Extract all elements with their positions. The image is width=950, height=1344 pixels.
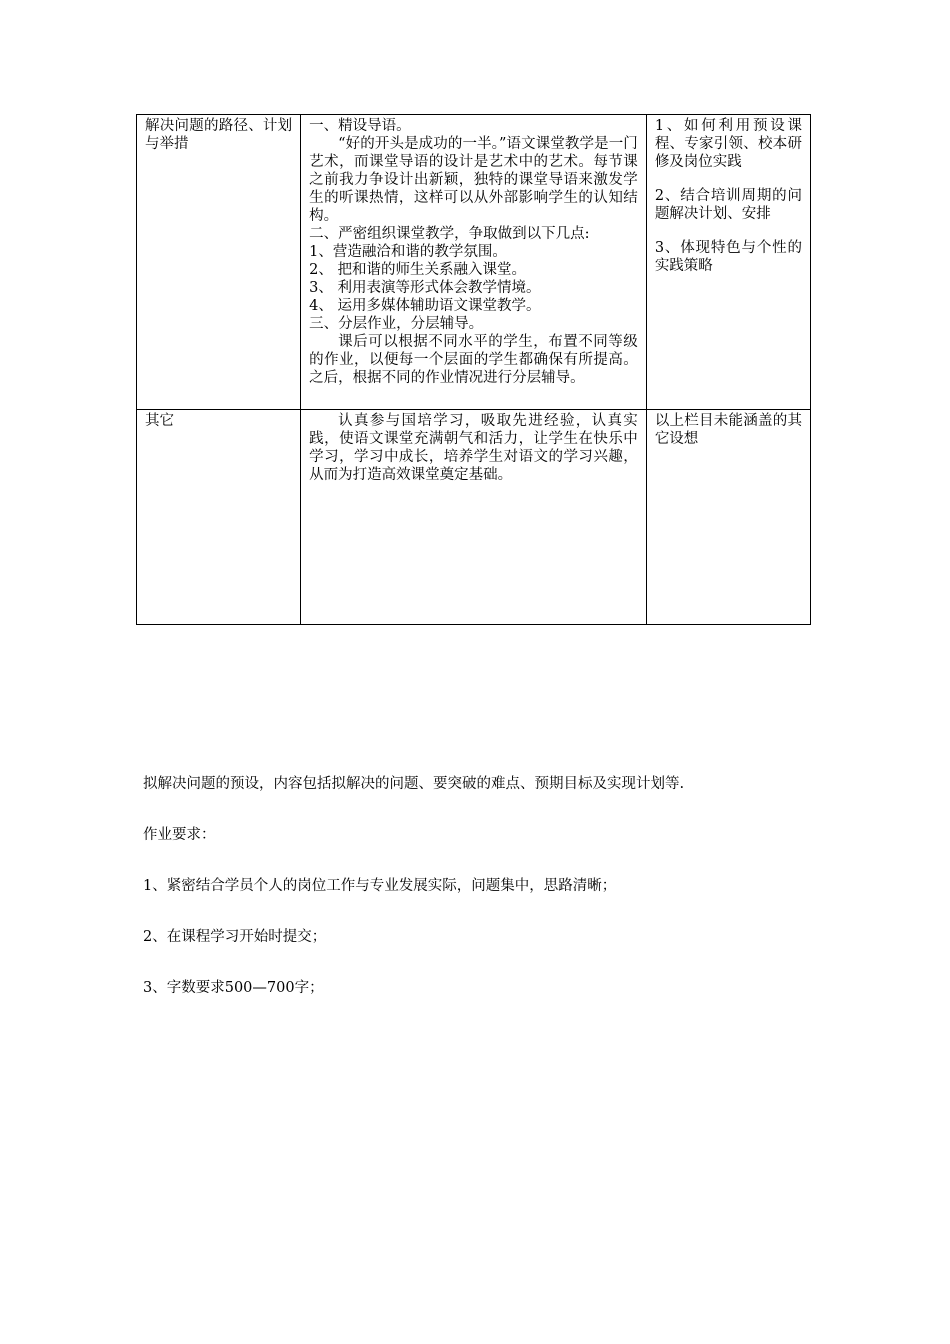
- section-heading-intro: 一、精设导语。: [309, 118, 411, 134]
- list-item: 4、 运用多媒体辅助语文课堂教学。: [309, 298, 541, 314]
- hint-item: 3、体现特色与个性的实践策略: [654, 240, 802, 274]
- hint-item: 1、如何利用预设课程、专家引领、校本研修及岗位实践: [654, 118, 802, 170]
- requirement-item: 2、在课程学习开始时提交；: [143, 929, 327, 945]
- other-hint: [646, 410, 810, 625]
- requirement-item: 3、字数要求500—700字；: [143, 980, 324, 996]
- hint-item: 以上栏目未能涵盖的其它设想: [654, 413, 802, 447]
- hint-item: 2、结合培训周期的问题解决计划、安排: [654, 188, 802, 222]
- row-label-other: 其它: [137, 410, 301, 625]
- homework-paragraph: 课后可以根据不同水平的学生，布置不同等级的作业，以便每一个层面的学生都确保有所提高。之后，根据不同的作业情况进行分层辅导。: [309, 334, 638, 386]
- list-item: 1、营造融洽和谐的教学氛围。: [309, 244, 507, 260]
- other-paragraph: 认真参与国培学习，吸取先进经验，认真实践，使语文课堂充满朝气和活力，让学生在快乐中学习，学习中成长，培养学生对语文的学习兴趣，从而为打造高效课堂奠定基础。: [309, 413, 638, 483]
- other-content: [301, 410, 647, 625]
- requirement-item: 1、紧密结合学员个人的岗位工作与专业发展实际，问题集中，思路清晰；: [143, 878, 617, 894]
- section-heading-homework: 三、分层作业，分层辅导。: [309, 316, 484, 332]
- intro-paragraph: “好的开头是成功的一半。”语文课堂教学是一门艺术，而课堂导语的设计是艺术中的艺术。每节课之前我力争设计出新颖，独特的课堂导语来激发学生的听课热情，这样可以从外部影响学生的认知结构。: [309, 136, 638, 224]
- table-row-solution-path: [137, 115, 811, 410]
- plan-table: [136, 114, 811, 625]
- section-heading-organize: 二、严密组织课堂教学，争取做到以下几点:: [309, 226, 590, 242]
- requirements-title: 作业要求：: [143, 827, 216, 843]
- assignment-notes: [143, 774, 823, 1029]
- solution-path-content: [301, 115, 647, 410]
- list-item: 3、 利用表演等形式体会教学情境。: [309, 280, 541, 296]
- notes-intro: 拟解决问题的预设，内容包括拟解决的问题、要突破的难点、预期目标及实现计划等.: [143, 776, 685, 792]
- row-label-solution-path: 解决问题的路径、计划与举措: [137, 115, 301, 410]
- table-row-other: [137, 410, 811, 625]
- solution-path-hints: [646, 115, 810, 410]
- list-item: 2、 把和谐的师生关系融入课堂。: [309, 262, 527, 278]
